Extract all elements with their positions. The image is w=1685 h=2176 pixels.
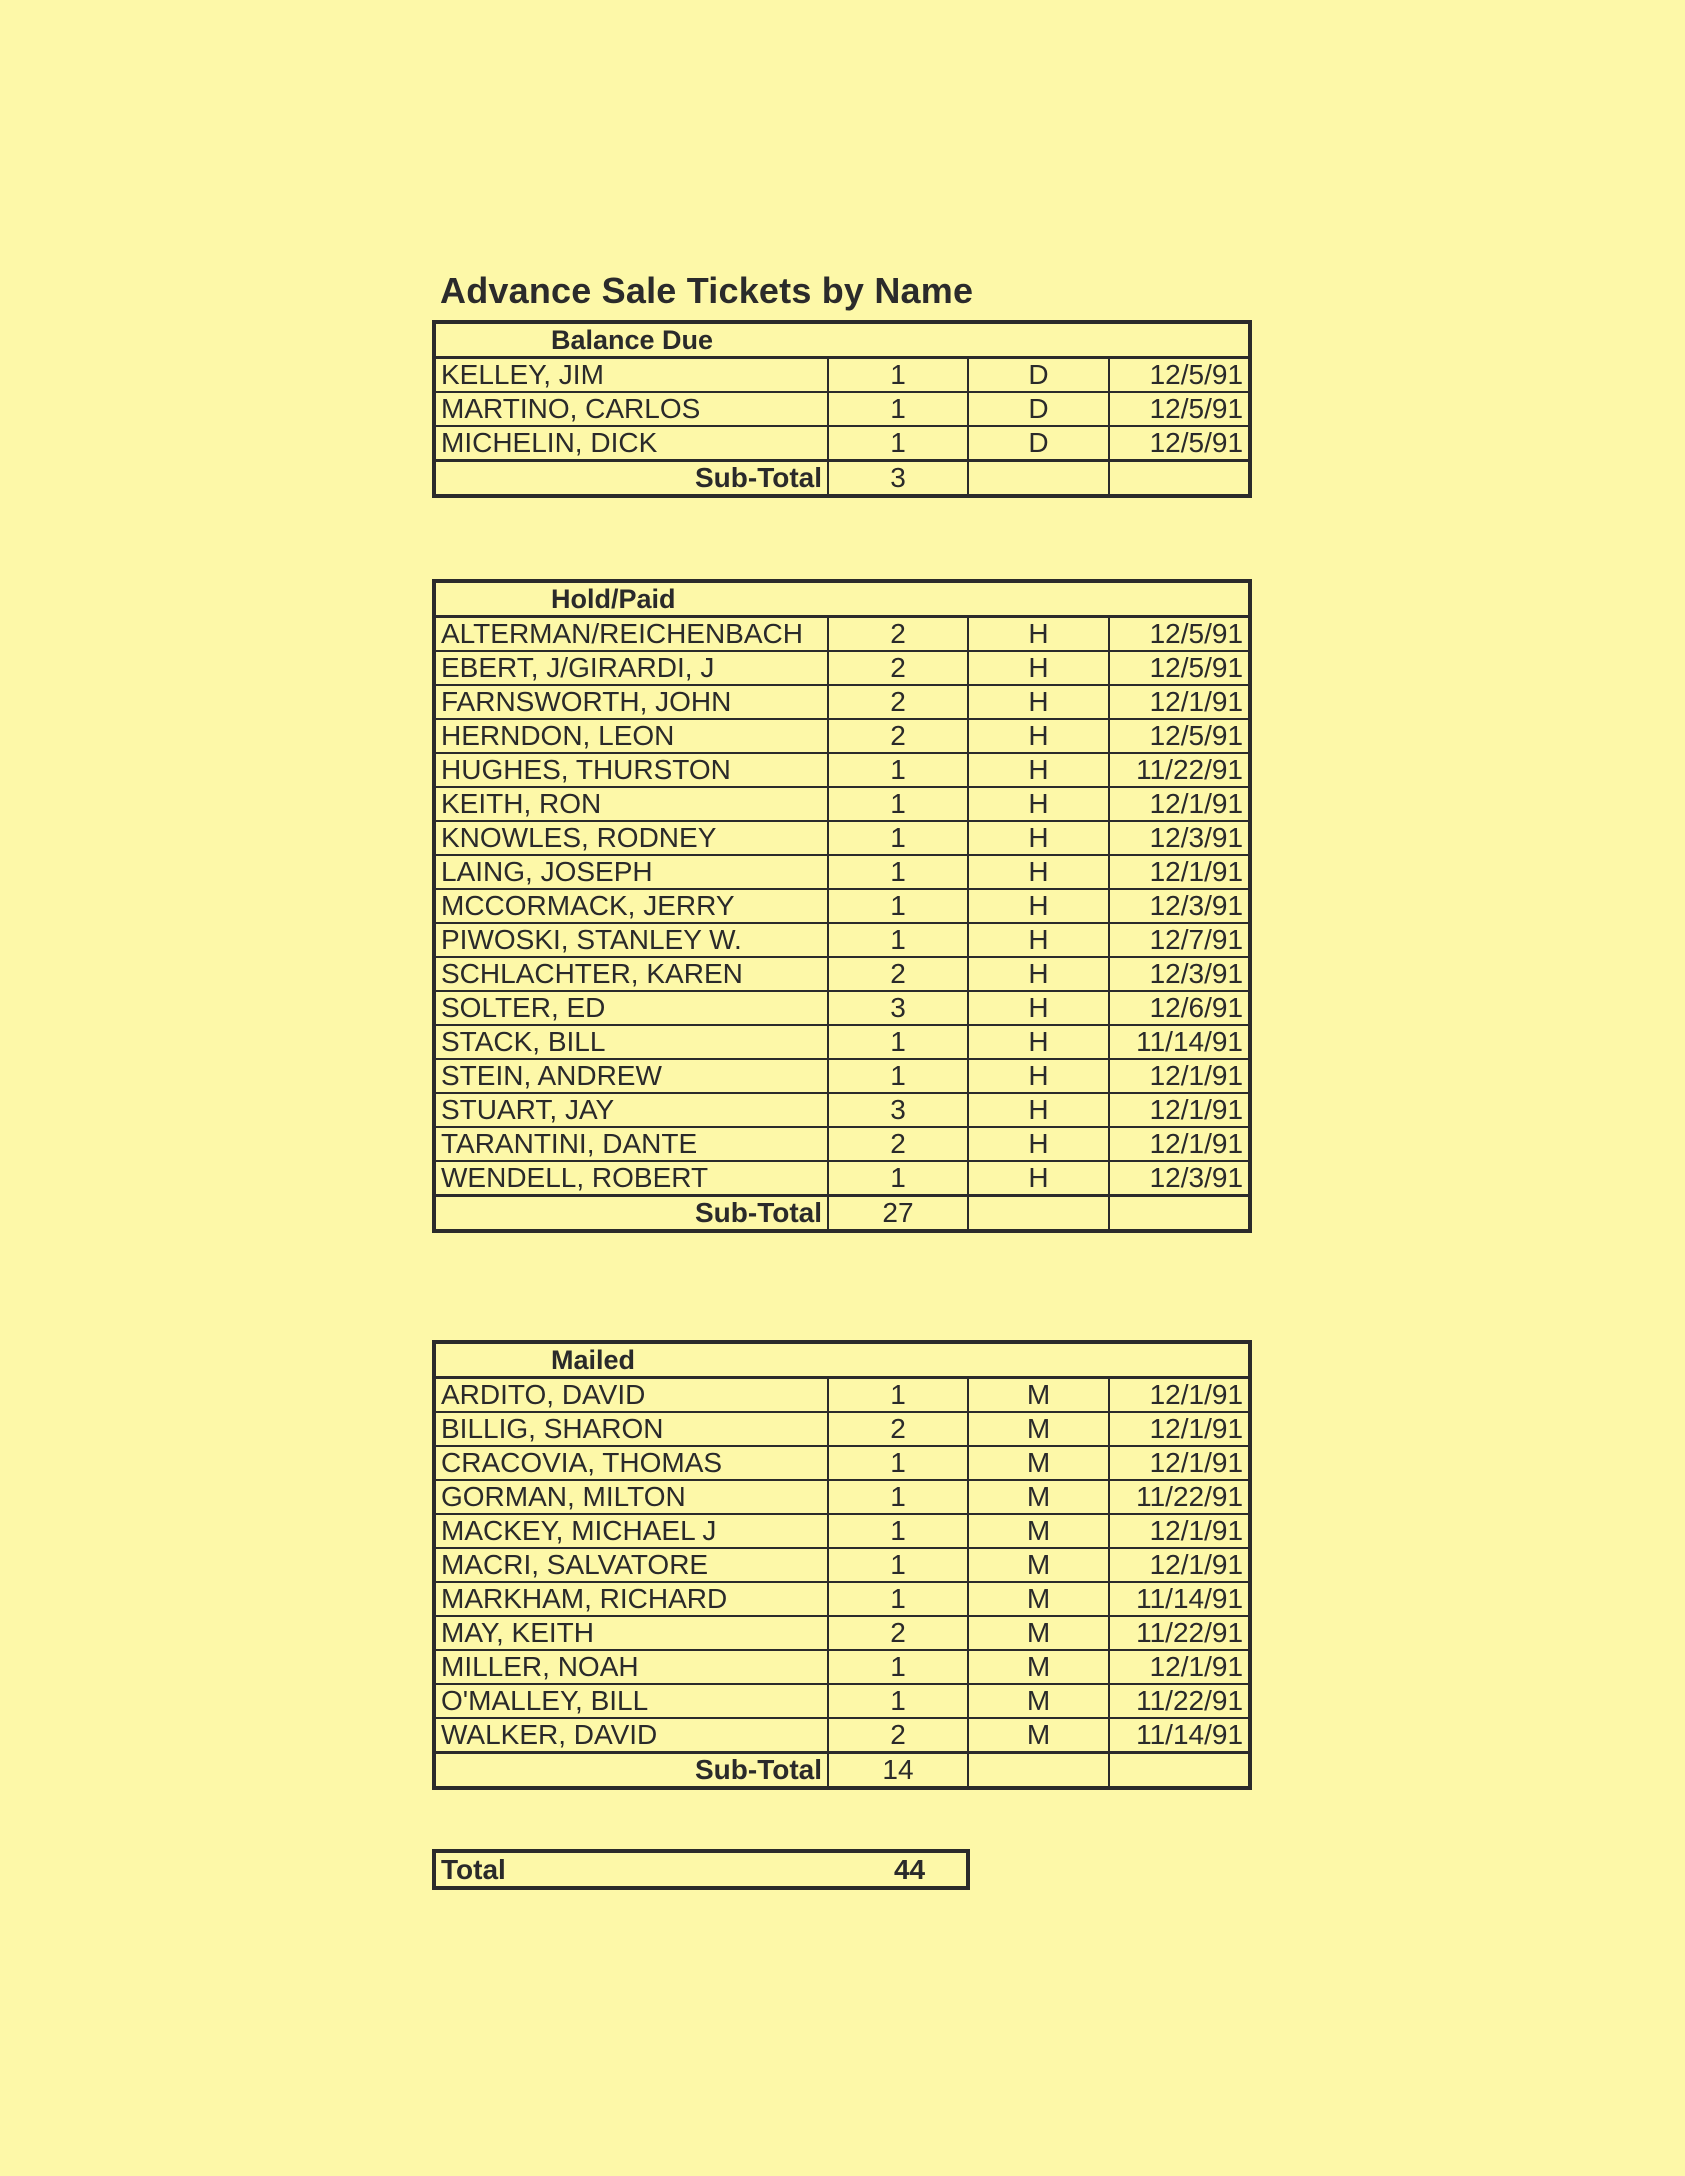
date-cell: 12/1/91 (1109, 1378, 1250, 1413)
status-code-cell: H (968, 651, 1109, 685)
status-code-cell: M (968, 1514, 1109, 1548)
table-row (434, 685, 1250, 719)
subtotal-value: 27 (828, 1196, 968, 1232)
name-cell: ALTERMAN/REICHENBACH (434, 617, 828, 652)
qty-cell: 1 (828, 753, 968, 787)
name-cell: KELLEY, JIM (434, 358, 828, 393)
date-cell: 11/14/91 (1109, 1718, 1250, 1753)
qty-cell: 2 (828, 957, 968, 991)
total-table (432, 1849, 970, 1890)
name-cell: PIWOSKI, STANLEY W. (434, 923, 828, 957)
status-code-cell: M (968, 1446, 1109, 1480)
qty-cell: 2 (828, 617, 968, 652)
name-cell: MAY, KEITH (434, 1616, 828, 1650)
section-header-row (434, 1342, 1250, 1378)
date-cell: 12/5/91 (1109, 358, 1250, 393)
qty-cell: 2 (828, 1127, 968, 1161)
date-cell: 12/1/91 (1109, 1514, 1250, 1548)
empty-cell (968, 461, 1109, 497)
table-row (434, 787, 1250, 821)
section-heading: Mailed (434, 1342, 1250, 1378)
name-cell: ARDITO, DAVID (434, 1378, 828, 1413)
mailed-table (432, 1340, 1252, 1790)
table-row (434, 719, 1250, 753)
name-cell: BILLIG, SHARON (434, 1412, 828, 1446)
name-cell: MARKHAM, RICHARD (434, 1582, 828, 1616)
qty-cell: 1 (828, 1161, 968, 1196)
date-cell: 12/1/91 (1109, 855, 1250, 889)
subtotal-label: Sub-Total (434, 1196, 828, 1232)
status-code-cell: D (968, 358, 1109, 393)
page-title: Advance Sale Tickets by Name (440, 270, 974, 311)
status-code-cell: H (968, 685, 1109, 719)
name-cell: EBERT, J/GIRARDI, J (434, 651, 828, 685)
table-row (434, 1684, 1250, 1718)
date-cell: 12/3/91 (1109, 957, 1250, 991)
total-label: Total (441, 1854, 506, 1885)
empty-cell (1109, 1753, 1250, 1789)
qty-cell: 1 (828, 1059, 968, 1093)
subtotal-label: Sub-Total (434, 1753, 828, 1789)
status-code-cell: H (968, 821, 1109, 855)
date-cell: 12/3/91 (1109, 1161, 1250, 1196)
table-row (434, 617, 1250, 652)
table-row (434, 651, 1250, 685)
subtotal-value: 14 (828, 1753, 968, 1789)
date-cell: 12/1/91 (1109, 1127, 1250, 1161)
qty-cell: 1 (828, 1480, 968, 1514)
date-cell: 12/1/91 (1109, 685, 1250, 719)
qty-cell: 1 (828, 1548, 968, 1582)
qty-cell: 2 (828, 719, 968, 753)
qty-cell: 3 (828, 991, 968, 1025)
qty-cell: 1 (828, 923, 968, 957)
date-cell: 12/3/91 (1109, 821, 1250, 855)
qty-cell: 1 (828, 787, 968, 821)
date-cell: 11/22/91 (1109, 753, 1250, 787)
table-row (434, 1650, 1250, 1684)
name-cell: KNOWLES, RODNEY (434, 821, 828, 855)
table-row (434, 1718, 1250, 1753)
name-cell: CRACOVIA, THOMAS (434, 1446, 828, 1480)
subtotal-label: Sub-Total (434, 461, 828, 497)
name-cell: STUART, JAY (434, 1093, 828, 1127)
subtotal-row (434, 1196, 1250, 1232)
table-row (434, 1480, 1250, 1514)
name-cell: HUGHES, THURSTON (434, 753, 828, 787)
status-code-cell: H (968, 1093, 1109, 1127)
qty-cell: 1 (828, 1650, 968, 1684)
name-cell: MCCORMACK, JERRY (434, 889, 828, 923)
table-row (434, 957, 1250, 991)
table-row (434, 1412, 1250, 1446)
date-cell: 12/1/91 (1109, 1650, 1250, 1684)
qty-cell: 1 (828, 392, 968, 426)
subtotal-row (434, 1753, 1250, 1789)
name-cell: WENDELL, ROBERT (434, 1161, 828, 1196)
status-code-cell: M (968, 1480, 1109, 1514)
empty-cell (968, 1196, 1109, 1232)
table-row (434, 358, 1250, 393)
date-cell: 12/1/91 (1109, 1093, 1250, 1127)
total-row (434, 1851, 968, 1888)
table-row (434, 923, 1250, 957)
qty-cell: 2 (828, 1616, 968, 1650)
total-value: 44 (893, 1854, 926, 1885)
date-cell: 11/22/91 (1109, 1480, 1250, 1514)
date-cell: 12/1/91 (1109, 1412, 1250, 1446)
name-cell: SOLTER, ED (434, 991, 828, 1025)
section-heading: Hold/Paid (434, 581, 1250, 617)
qty-cell: 1 (828, 358, 968, 393)
name-cell: SCHLACHTER, KAREN (434, 957, 828, 991)
status-code-cell: H (968, 923, 1109, 957)
qty-cell: 2 (828, 1412, 968, 1446)
qty-cell: 1 (828, 1025, 968, 1059)
status-code-cell: H (968, 753, 1109, 787)
name-cell: LAING, JOSEPH (434, 855, 828, 889)
name-cell: MICHELIN, DICK (434, 426, 828, 461)
table-row (434, 1616, 1250, 1650)
date-cell: 11/14/91 (1109, 1025, 1250, 1059)
section-heading: Balance Due (434, 322, 1250, 358)
table-row (434, 392, 1250, 426)
table-row (434, 889, 1250, 923)
subtotal-value: 3 (828, 461, 968, 497)
date-cell: 12/5/91 (1109, 392, 1250, 426)
table-row (434, 991, 1250, 1025)
table-row (434, 1127, 1250, 1161)
table-row (434, 1514, 1250, 1548)
qty-cell: 1 (828, 426, 968, 461)
date-cell: 12/1/91 (1109, 787, 1250, 821)
status-code-cell: M (968, 1684, 1109, 1718)
table-row (434, 1059, 1250, 1093)
date-cell: 12/6/91 (1109, 991, 1250, 1025)
date-cell: 12/5/91 (1109, 617, 1250, 652)
status-code-cell: H (968, 617, 1109, 652)
name-cell: TARANTINI, DANTE (434, 1127, 828, 1161)
name-cell: MACRI, SALVATORE (434, 1548, 828, 1582)
section-header-row (434, 581, 1250, 617)
status-code-cell: H (968, 855, 1109, 889)
name-cell: MACKEY, MICHAEL J (434, 1514, 828, 1548)
subtotal-row (434, 461, 1250, 497)
name-cell: O'MALLEY, BILL (434, 1684, 828, 1718)
date-cell: 11/14/91 (1109, 1582, 1250, 1616)
status-code-cell: H (968, 1025, 1109, 1059)
status-code-cell: M (968, 1650, 1109, 1684)
qty-cell: 2 (828, 1718, 968, 1753)
qty-cell: 1 (828, 855, 968, 889)
status-code-cell: D (968, 392, 1109, 426)
status-code-cell: M (968, 1412, 1109, 1446)
name-cell: STACK, BILL (434, 1025, 828, 1059)
name-cell: HERNDON, LEON (434, 719, 828, 753)
empty-cell (1109, 461, 1250, 497)
table-row (434, 1582, 1250, 1616)
status-code-cell: H (968, 991, 1109, 1025)
date-cell: 11/22/91 (1109, 1616, 1250, 1650)
status-code-cell: D (968, 426, 1109, 461)
date-cell: 12/1/91 (1109, 1059, 1250, 1093)
hold-paid-table (432, 579, 1252, 1233)
qty-cell: 1 (828, 1684, 968, 1718)
status-code-cell: H (968, 1059, 1109, 1093)
qty-cell: 1 (828, 1378, 968, 1413)
table-row (434, 1025, 1250, 1059)
qty-cell: 1 (828, 1582, 968, 1616)
name-cell: WALKER, DAVID (434, 1718, 828, 1753)
date-cell: 12/7/91 (1109, 923, 1250, 957)
table-row (434, 1548, 1250, 1582)
qty-cell: 1 (828, 821, 968, 855)
status-code-cell: M (968, 1616, 1109, 1650)
qty-cell: 1 (828, 889, 968, 923)
date-cell: 12/5/91 (1109, 719, 1250, 753)
name-cell: KEITH, RON (434, 787, 828, 821)
name-cell: MARTINO, CARLOS (434, 392, 828, 426)
status-code-cell: M (968, 1548, 1109, 1582)
status-code-cell: H (968, 719, 1109, 753)
table-row (434, 1093, 1250, 1127)
name-cell: MILLER, NOAH (434, 1650, 828, 1684)
status-code-cell: H (968, 1127, 1109, 1161)
date-cell: 11/22/91 (1109, 1684, 1250, 1718)
table-row (434, 821, 1250, 855)
empty-cell (1109, 1196, 1250, 1232)
qty-cell: 2 (828, 651, 968, 685)
qty-cell: 1 (828, 1446, 968, 1480)
date-cell: 12/5/91 (1109, 651, 1250, 685)
qty-cell: 3 (828, 1093, 968, 1127)
table-row (434, 1446, 1250, 1480)
date-cell: 12/3/91 (1109, 889, 1250, 923)
status-code-cell: H (968, 957, 1109, 991)
section-header-row (434, 322, 1250, 358)
status-code-cell: M (968, 1582, 1109, 1616)
status-code-cell: H (968, 787, 1109, 821)
name-cell: FARNSWORTH, JOHN (434, 685, 828, 719)
table-row (434, 753, 1250, 787)
date-cell: 12/5/91 (1109, 426, 1250, 461)
status-code-cell: M (968, 1718, 1109, 1753)
table-row (434, 1378, 1250, 1413)
table-row (434, 855, 1250, 889)
qty-cell: 1 (828, 1514, 968, 1548)
status-code-cell: H (968, 889, 1109, 923)
balance-due-table (432, 320, 1252, 498)
date-cell: 12/1/91 (1109, 1446, 1250, 1480)
status-code-cell: M (968, 1378, 1109, 1413)
qty-cell: 2 (828, 685, 968, 719)
table-row (434, 426, 1250, 461)
table-row (434, 1161, 1250, 1196)
date-cell: 12/1/91 (1109, 1548, 1250, 1582)
name-cell: STEIN, ANDREW (434, 1059, 828, 1093)
name-cell: GORMAN, MILTON (434, 1480, 828, 1514)
status-code-cell: H (968, 1161, 1109, 1196)
empty-cell (968, 1753, 1109, 1789)
